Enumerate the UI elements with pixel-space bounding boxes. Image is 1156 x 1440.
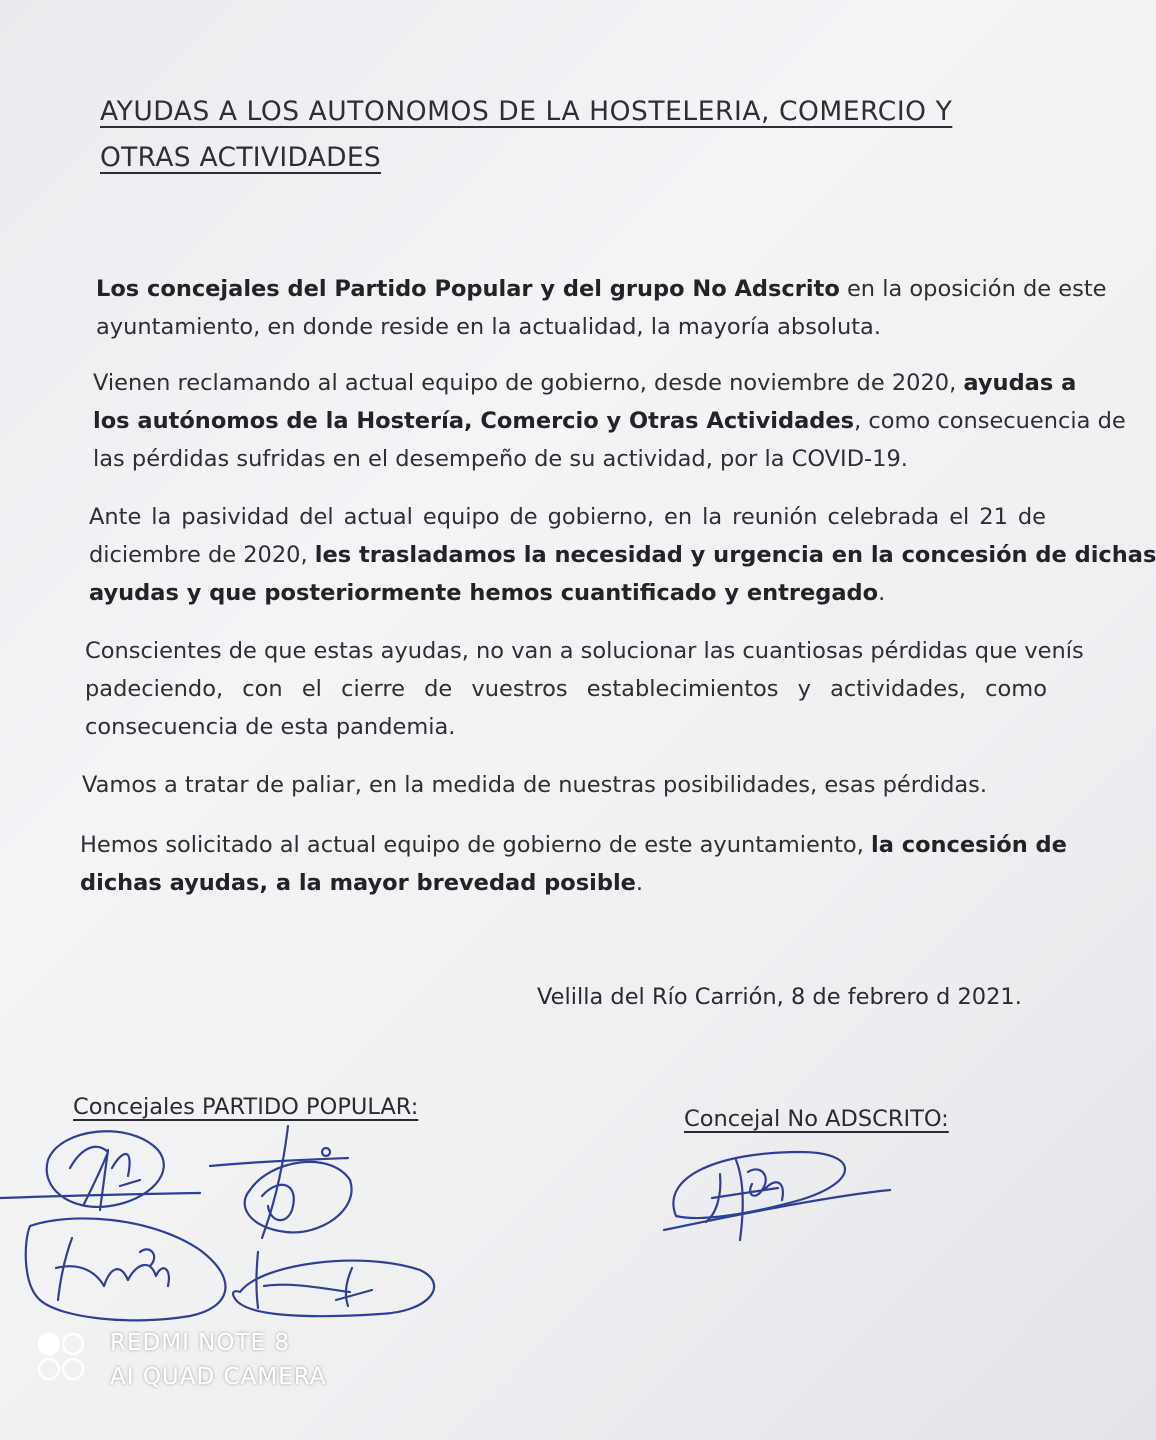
document-title-line-2: OTRAS ACTIVIDADES: [100, 142, 382, 173]
signature-pp-2: [210, 1126, 352, 1238]
paragraph-6: [80, 826, 1067, 902]
paragraph-1: [96, 270, 1107, 346]
bold-text: la concesión de: [871, 832, 1067, 858]
signature-pp-1: [0, 1131, 200, 1210]
paragraph-2: [93, 364, 1126, 478]
watermark-line-1: REDMI NOTE 8: [110, 1330, 290, 1356]
bold-text: ayudas a: [963, 370, 1077, 396]
bold-text: les trasladamos la necesidad y urgencia en la concesión de dichas: [314, 542, 1156, 568]
camera-logo-icon: [36, 1330, 90, 1384]
paragraph-5: [82, 766, 988, 804]
text: .: [635, 870, 644, 896]
paragraph-1-line-2: ayuntamiento, en donde reside en la actualidad, la mayoría absoluta.: [96, 314, 881, 340]
paragraph-3-line-3: [89, 574, 1046, 612]
paragraph-3-line-2: [89, 536, 1156, 574]
document-title-line-1: AYUDAS A LOS AUTONOMOS DE LA HOSTELERIA, COMERCIO Y: [100, 96, 953, 127]
paragraph-4-line-3: consecuencia de esta pandemia.: [85, 714, 456, 740]
signature-pp-3: [26, 1218, 226, 1320]
paragraph-2-line-1: [93, 364, 1077, 402]
text: diciembre de 2020,: [89, 542, 308, 568]
paragraph-2-line-3: las pérdidas sufridas en el desempeño de su actividad, por la COVID-19.: [93, 446, 908, 472]
paragraph-6-line-1: [80, 826, 1067, 864]
paragraph-4-line-2: padeciendo, con el cierre de vuestros establecimientos y actividades, como: [85, 676, 1047, 702]
paragraph-5-line-1: Vamos a tratar de paliar, en la medida de nuestras posibilidades, esas pérdidas.: [82, 772, 988, 798]
text: .: [878, 580, 886, 606]
paragraph-3-line-1: Ante la pasividad del actual equipo de gobierno, en la reunión celebrada el 21 de: [89, 504, 1046, 530]
text: Hemos solicitado al actual equipo de gobierno de este ayuntamiento,: [80, 832, 864, 858]
paragraph-6-line-2: [80, 864, 1050, 902]
paragraph-3: [89, 498, 1156, 612]
paragraph-2-line-2: [93, 402, 1126, 440]
bold-text: los autónomos de la Hostería, Comercio y Otras Actividades: [93, 408, 855, 434]
signature-pp-4: [233, 1252, 434, 1316]
text: , como consecuencia de: [854, 408, 1126, 434]
text: Vienen reclamando al actual equipo de gobierno, desde noviembre de 2020,: [93, 370, 957, 396]
paragraph-4: [85, 632, 1084, 746]
na-signature-label: Concejal No ADSCRITO:: [684, 1106, 949, 1132]
signature-na: [664, 1152, 890, 1240]
paragraph-1-line-1: [96, 270, 1107, 308]
paragraph-4-line-1: Conscientes de que estas ayudas, no van a solucionar las cuantiosas pérdidas que venís: [85, 638, 1084, 664]
bold-text: dichas ayudas, a la mayor brevedad posible: [80, 870, 636, 896]
watermark-line-2: AI QUAD CAMERA: [110, 1364, 327, 1390]
date-line: Velilla del Río Carrión, 8 de febrero d 2021.: [537, 984, 1022, 1010]
text: en la oposición de este: [846, 276, 1107, 302]
bold-text: ayudas y que posteriormente hemos cuantificado y entregado: [89, 580, 879, 606]
pp-signatures-label: Concejales PARTIDO POPULAR:: [73, 1094, 419, 1120]
bold-text: Los concejales del Partido Popular y del grupo No Adscrito: [96, 276, 840, 302]
